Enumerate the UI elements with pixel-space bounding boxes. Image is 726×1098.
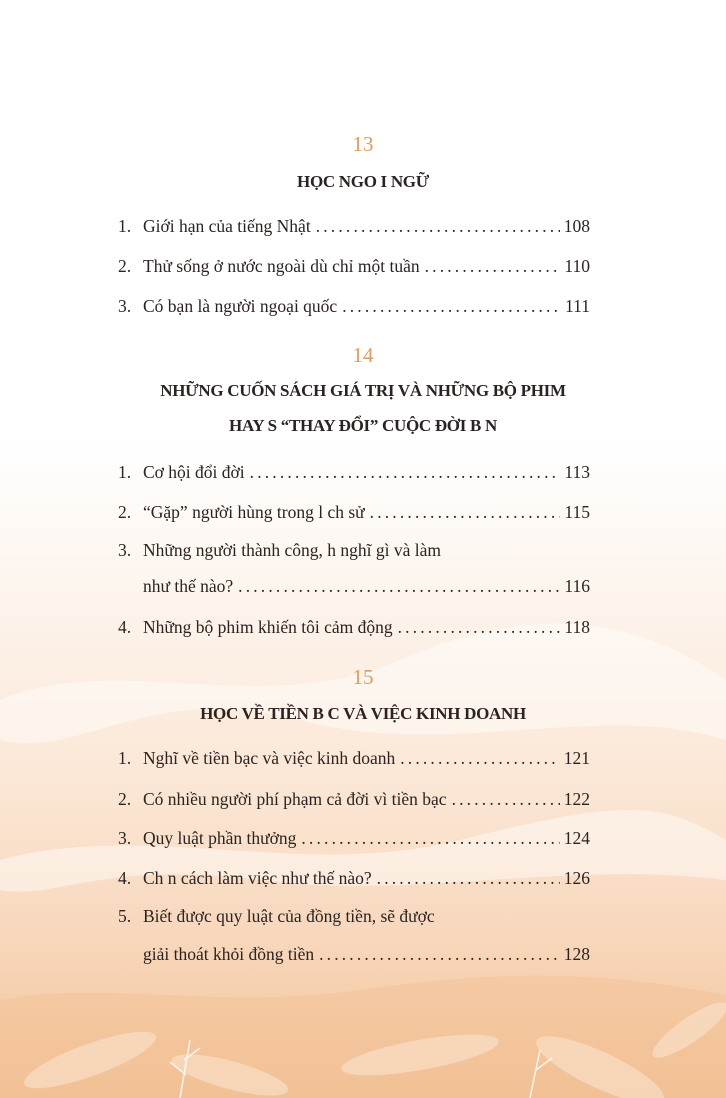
entry-title: Có bạn là người ngoại quốc (143, 296, 338, 316)
entry-title: “Gặp” người hùng trong l ch sử (143, 502, 365, 522)
entry-page: 128 (563, 944, 590, 964)
dot-leader (370, 502, 561, 523)
toc-entry[interactable] (118, 868, 590, 892)
toc-entry[interactable] (118, 256, 590, 280)
entry-title: Ch n cách làm việc như thế nào? (143, 868, 372, 888)
entry-title: Quy luật phần thưởng (143, 828, 297, 848)
entry-number: 3. (118, 296, 132, 316)
toc-entry[interactable] (118, 296, 590, 320)
entry-page: 124 (563, 828, 590, 848)
entry-page: 118 (564, 617, 590, 637)
entry-page: 111 (565, 296, 590, 316)
entry-number: 2. (118, 789, 132, 809)
entry-title-line1: Những người thành công, h nghĩ gì và làm (143, 540, 441, 560)
chapter-title-line2: HAY S “THAY ĐỔI” CUỘC ĐỜI B N (229, 416, 497, 435)
dot-leader (238, 576, 560, 597)
entry-number: 1. (118, 748, 132, 768)
entry-page: 113 (564, 462, 590, 482)
entry-page: 116 (564, 576, 590, 596)
toc-entry[interactable] (118, 502, 590, 526)
entry-page: 115 (564, 502, 590, 522)
toc-entry[interactable] (118, 789, 590, 813)
entry-title: giải thoát khỏi đồng tiền (143, 944, 315, 964)
toc-entry-line2[interactable] (143, 576, 590, 600)
entry-number: 1. (118, 216, 132, 236)
entry-number: 4. (118, 617, 132, 637)
dot-leader (425, 256, 561, 277)
entry-page: 126 (563, 868, 590, 888)
chapter-number: 15 (352, 665, 374, 689)
entry-number: 2. (118, 502, 132, 522)
chapter-title: NHỮNG CUỐN SÁCH GIÁ TRỊ VÀ NHỮNG BỘ PHIM (160, 381, 566, 400)
entry-title: như thế nào? (143, 576, 234, 596)
toc-entry-line1[interactable] (118, 906, 590, 930)
entry-title: Cơ hội đổi đời (143, 462, 245, 482)
toc-entry[interactable] (118, 828, 590, 852)
entry-number: 4. (118, 868, 132, 888)
dot-leader (250, 462, 561, 483)
toc-entry[interactable] (118, 462, 590, 486)
chapter-title: HỌC VỀ TIỀN B C VÀ VIỆC KINH DOANH (200, 704, 526, 723)
dot-leader (301, 828, 559, 849)
chapter-number: 13 (352, 132, 374, 156)
chapter-title: HỌC NGO I NGỮ (297, 172, 429, 191)
entry-number: 3. (118, 828, 132, 848)
chapter-number: 14 (352, 343, 374, 367)
entry-page: 108 (563, 216, 590, 236)
entry-title: Nghĩ về tiền bạc và việc kinh doanh (143, 748, 396, 768)
dot-leader (452, 789, 560, 810)
dot-leader (342, 296, 561, 317)
entry-number: 3. (118, 540, 132, 560)
entry-title: Giới hạn của tiếng Nhật (143, 216, 311, 236)
toc-entry[interactable] (118, 216, 590, 240)
dot-leader (316, 216, 560, 237)
dot-leader (398, 617, 561, 638)
entry-title: Thử sống ở nước ngoài dù chỉ một tuần (143, 256, 420, 276)
entry-title: Những bộ phim khiến tôi cảm động (143, 617, 393, 637)
toc-entry[interactable] (118, 617, 590, 641)
entry-title: Có nhiều người phí phạm cả đời vì tiền bạc (143, 789, 447, 809)
toc-entry[interactable] (118, 748, 590, 772)
entry-number: 2. (118, 256, 132, 276)
toc-entry-line2[interactable] (143, 944, 590, 968)
entry-title-line1: Biết được quy luật của đồng tiền, sẽ được (143, 906, 435, 926)
entry-page: 110 (564, 256, 590, 276)
entry-number: 5. (118, 906, 132, 926)
toc-entry-line1[interactable] (118, 540, 590, 564)
entry-number: 1. (118, 462, 132, 482)
dot-leader (319, 944, 560, 965)
entry-page: 122 (563, 789, 590, 809)
dot-leader (400, 748, 560, 769)
entry-page: 121 (563, 748, 590, 768)
dot-leader (377, 868, 560, 889)
